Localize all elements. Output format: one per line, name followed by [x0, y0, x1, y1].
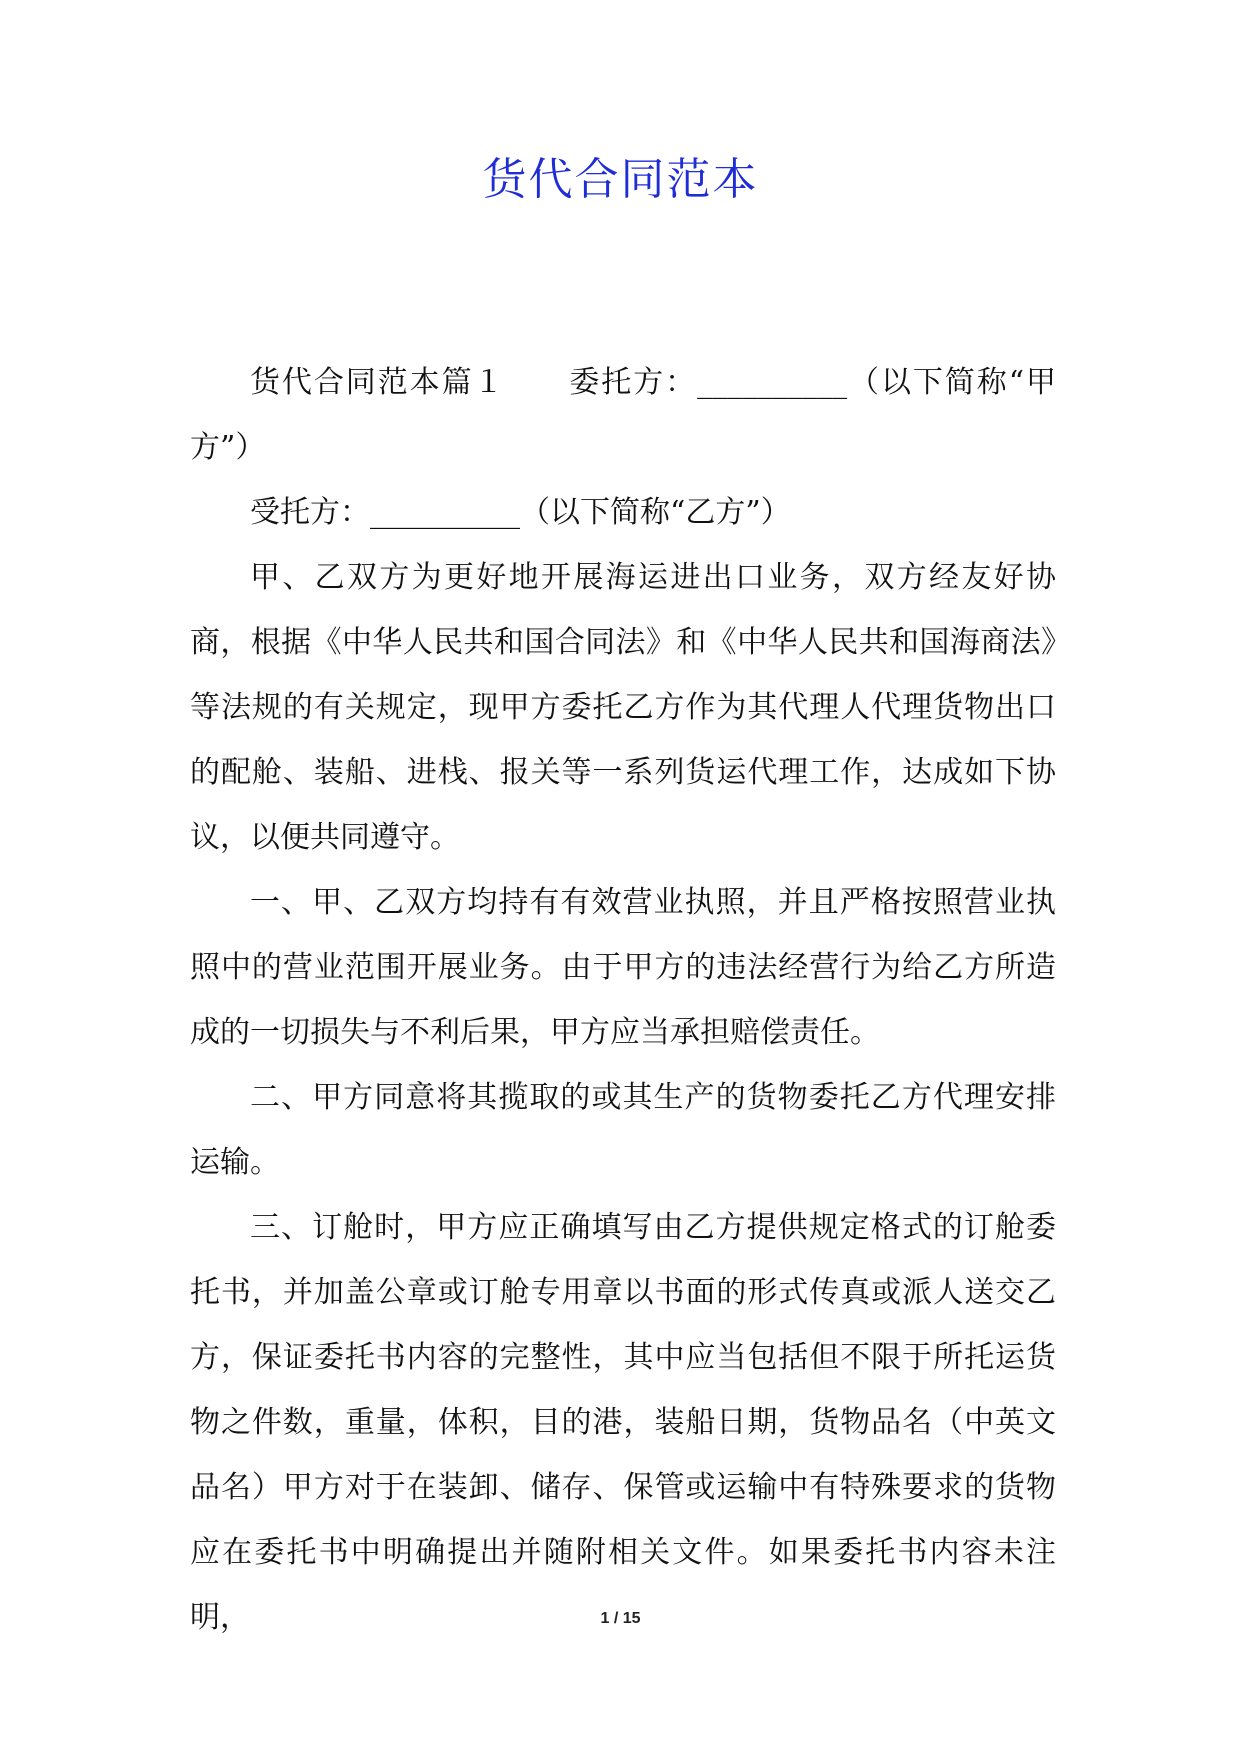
document-title: 货代合同范本	[482, 154, 759, 205]
paragraph-clause-2: 二、甲方同意将其揽取的或其生产的货物委托乙方代理安排运输。	[190, 1080, 1056, 1180]
paragraph-clause-3: 三、订舱时，甲方应正确填写由乙方提供规定格式的订舱委托书，并加盖公章或订舱专用章以书面的形式传真或派人送交乙方，保证委托书内容的完整性，其中应当包括但不限于所托运货物之件数，重量，体积，目的港，装船日期，货物品名（中英文品名）甲方对于在装卸、储存、保管或运输中有特殊要求的货物应在委托书中明确提出并随附相关文件。如果委托书内容未注明，	[190, 1210, 1056, 1635]
page-number: 1 / 15	[600, 1610, 641, 1627]
paragraph-trustee: 受托方：__________（以下简称“乙方”）	[250, 495, 791, 530]
paragraph-preamble: 甲、乙双方为更好地开展海运进出口业务，双方经友好协商，根据《中华人民共和国合同法》和《中华人民共和国海商法》等法规的有关规定，现甲方委托乙方作为其代理人代理货物出口的配舱、装船、进栈、报关等一系列货运代理工作，达成如下协议，以便共同遵守。	[190, 560, 1056, 855]
paragraph-clause-1: 一、甲、乙双方均持有有效营业执照，并且严格按照营业执照中的营业范围开展业务。由于甲方的违法经营行为给乙方所造成的一切损失与不利后果，甲方应当承担赔偿责任。	[190, 885, 1056, 1050]
paragraph-header: 货代合同范本篇１ 委托方：__________（以下简称“甲方”）	[190, 365, 1056, 465]
document-body	[190, 350, 1056, 1650]
